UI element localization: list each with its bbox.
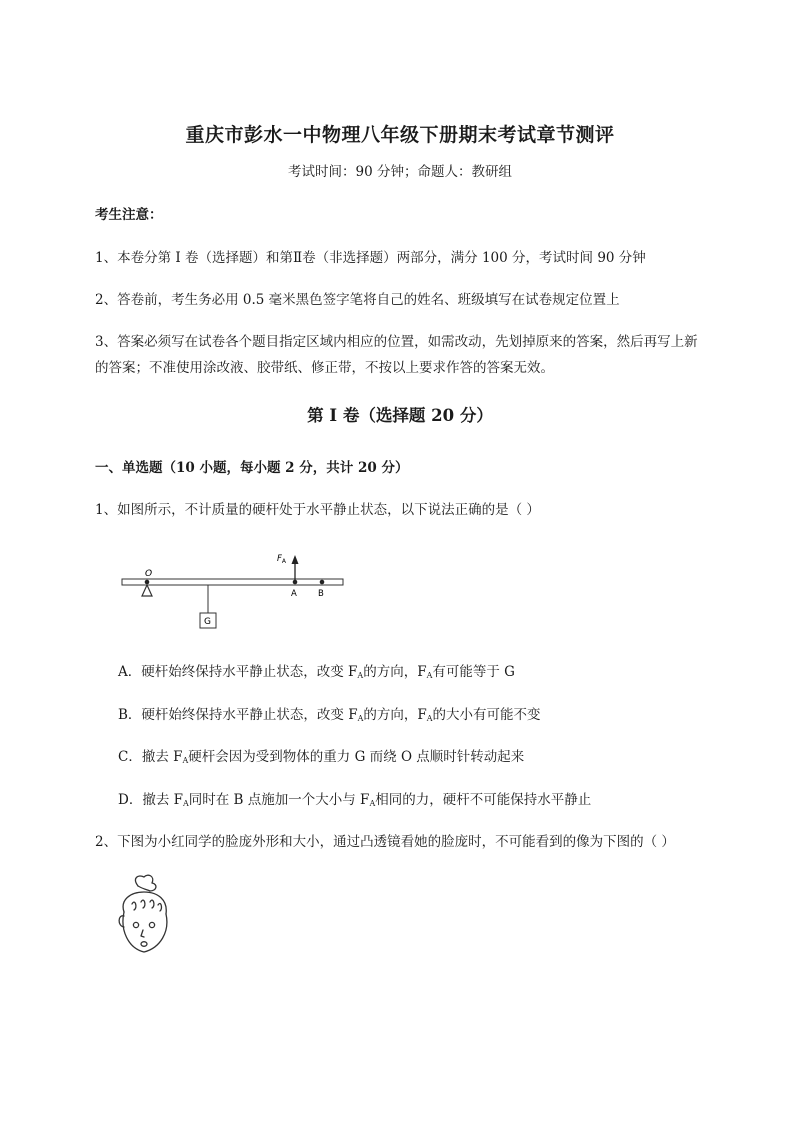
force-fa-arrowhead (292, 555, 299, 564)
question-2-stem: 2、下图为小红同学的脸庞外形和大小，通过凸透镜看她的脸庞时，不可能看到的像为下图的（ ） (95, 834, 675, 850)
question-1-stem: 1、如图所示，不计质量的硬杆处于水平静止状态，以下说法正确的是（ ） (95, 502, 540, 518)
bun-base (138, 886, 150, 891)
face-sketch (108, 872, 180, 966)
question-1-option-d: D．撤去 $F_A$同时在 B 点施加一个大小与 $F_A$相同的力，硬杆不可能保持水平静止 (118, 792, 592, 808)
hair-curls (132, 900, 161, 911)
notice-item-3-line-1: 3、答案必须写在试卷各个题目指定区域内相应的位置，如需改动，先划掉原来的答案，然后再写上新 (95, 334, 698, 350)
pivot-point-o (145, 580, 150, 585)
label-a: A (291, 589, 297, 599)
notice-item-1: 1、本卷分第 I 卷（选择题）和第Ⅱ卷（非选择题）两部分，满分 100 分，考试时间 90 分钟 (95, 250, 646, 266)
hair-bun (136, 875, 156, 891)
question-1-option-b: B．硬杆始终保持水平静止状态，改变 $F_A$的方向，$F_A$的大小有可能不变 (118, 707, 541, 723)
section-title: 第 I 卷（选择题 20 分） (307, 406, 493, 425)
label-b: B (318, 589, 324, 599)
fulcrum (142, 585, 152, 596)
left-eye (133, 922, 138, 927)
point-b (320, 580, 325, 585)
part-heading: 一、单选题（10 小题，每小题 2 分，共计 20 分） (95, 460, 409, 476)
exam-info: 考试时间：90 分钟；命题人：教研组 (288, 164, 512, 180)
page-title: 重庆市彭水一中物理八年级下册期末考试章节测评 (185, 124, 615, 146)
question-1-option-a: A．硬杆始终保持水平静止状态，改变 $F_A$的方向，$F_A$有可能等于 G (118, 664, 515, 680)
lever-bar (122, 579, 343, 585)
question-1-option-c: C．撤去 $F_A$硬杆会因为受到物体的重力 G 而绕 O 点顺时针转动起来 (118, 749, 525, 765)
mouth (141, 942, 147, 947)
right-eye (149, 922, 154, 927)
notice-item-2: 2、答卷前，考生务必用 0.5 毫米黑色签字笔将自己的姓名、班级填写在试卷规定位置上 (95, 292, 620, 308)
label-fa: $F_A$ (277, 554, 286, 565)
point-a (293, 580, 298, 585)
notice-heading: 考生注意： (95, 207, 163, 223)
lever-figure (115, 545, 355, 635)
nose (141, 930, 144, 937)
label-g: G (204, 617, 211, 627)
label-o: O (145, 569, 153, 579)
notice-item-3-line-2: 的答案；不准使用涂改液、胶带纸、修正带，不按以上要求作答的答案无效。 (95, 360, 554, 376)
